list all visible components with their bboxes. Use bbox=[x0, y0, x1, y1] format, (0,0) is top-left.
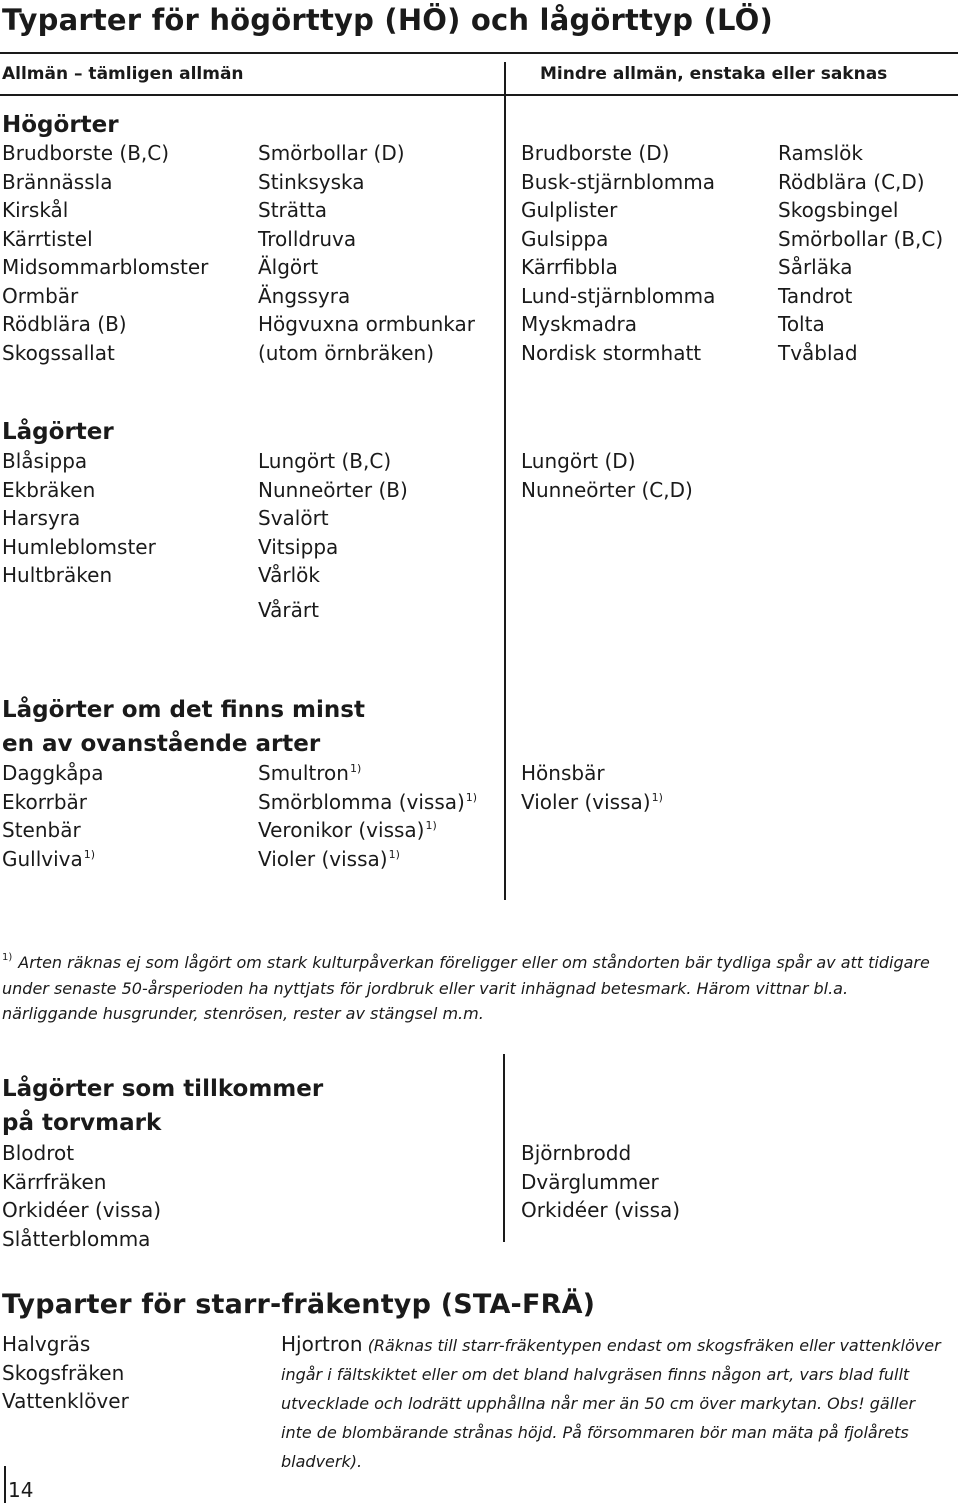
footnote-ref: 1) bbox=[651, 790, 663, 804]
page-number: 14 bbox=[8, 1478, 34, 1502]
section-heading-line1: Lågörter om det finns minst bbox=[2, 697, 365, 723]
list-item-footnoted bbox=[521, 788, 663, 817]
item-text: Gullviva bbox=[2, 846, 83, 871]
list-item: Älgört bbox=[258, 255, 319, 279]
section-heading-hogorter: Högörter bbox=[2, 112, 119, 138]
list-item: Rödblära (C,D) bbox=[778, 169, 925, 194]
list-item-footnoted bbox=[258, 759, 477, 788]
lagorter-common-col1 bbox=[2, 447, 156, 590]
hogorter-common-col2 bbox=[258, 139, 475, 367]
column-header-common: Allmän – tämligen allmän bbox=[2, 64, 244, 84]
list-item: Skogsfräken bbox=[2, 1360, 125, 1385]
hogorter-rare-col2 bbox=[778, 139, 943, 367]
list-item: Trolldruva bbox=[258, 226, 357, 251]
starr-note-text: (Räknas till starr-fräkentypen endast om skogsfräken eller vattenklöver ingår i fältskiktet eller om det bland halvgräsen finns någon art, vars blad fullt utvecklade och lodrätt upphållna når mer än 50 cm över markytan. Obs! gäller inte de blombärande strånas höjd. På försommaren bör man mäta på fjolårets bladverk). bbox=[281, 1336, 941, 1471]
footnote-text: Arten räknas ej som lågört om stark kulturpåverkan föreligger eller om ståndorten bär tydliga spår av att tidigare under senaste 50-årsperioden ha nyttjats för jordbruk eller varit inhägnad betesmark. Härom vittnar bl.a. närliggande husgrunder, stenrösen, rester av stängsel m.m. bbox=[2, 953, 930, 1023]
lagorter-common-col2 bbox=[258, 447, 408, 624]
footnote-marker: 1) bbox=[2, 952, 13, 963]
list-item: Lund-stjärnblomma bbox=[521, 283, 716, 308]
starr-note bbox=[281, 1330, 946, 1476]
header-rule bbox=[0, 94, 958, 96]
list-item: Hultbräken bbox=[2, 563, 113, 587]
list-item: Sårläka bbox=[778, 255, 853, 279]
list-item: Ekbräken bbox=[2, 477, 96, 502]
section-title-starr: Typarter för starr-fräkentyp (STA-FRÄ) bbox=[2, 1289, 596, 1320]
list-item: Gulplister bbox=[521, 198, 618, 222]
list-item: Kärrfräken bbox=[2, 1169, 107, 1194]
list-item: Nunneörter (B) bbox=[258, 477, 408, 502]
list-item: Tandrot bbox=[778, 283, 853, 308]
list-item: Humleblomster bbox=[2, 534, 156, 559]
list-item: Kirskål bbox=[2, 198, 69, 222]
footnote-ref: 1) bbox=[465, 790, 478, 804]
footnote-ref: 1) bbox=[425, 819, 437, 832]
list-item-footnoted bbox=[258, 788, 477, 817]
list-item: Orkidéer (vissa) bbox=[2, 1198, 162, 1222]
section-heading-lagorter-minst bbox=[2, 693, 365, 761]
torvmark-divider bbox=[503, 1054, 505, 1242]
list-item: Stinksyska bbox=[258, 169, 365, 194]
list-item: Lungört (D) bbox=[521, 449, 636, 473]
list-item: Vitsippa bbox=[258, 534, 339, 559]
lagorter-minst-col3 bbox=[521, 759, 663, 816]
list-item: Brudborste (D) bbox=[521, 141, 670, 165]
footnote-ref: 1) bbox=[83, 847, 96, 861]
section-heading-line2: en av ovanstående arter bbox=[2, 731, 321, 757]
list-item: Rödblära (B) bbox=[2, 312, 127, 336]
list-item-footnoted bbox=[258, 816, 477, 845]
item-text: Violer (vissa) bbox=[521, 789, 651, 814]
list-item: Strätta bbox=[258, 198, 327, 222]
list-item: Halvgräs bbox=[2, 1332, 91, 1356]
starr-col1 bbox=[2, 1330, 129, 1416]
list-item: Vattenklöver bbox=[2, 1389, 129, 1413]
list-item-footnoted bbox=[258, 845, 477, 874]
list-item: Stenbär bbox=[2, 818, 81, 842]
list-item: Dvärglummer bbox=[521, 1169, 659, 1194]
list-item: Busk-stjärnblomma bbox=[521, 169, 715, 194]
list-item: Orkidéer (vissa) bbox=[521, 1198, 681, 1222]
lagorter-rare-col1 bbox=[521, 447, 693, 504]
list-item: Brännässla bbox=[2, 169, 113, 194]
list-item: Ängssyra bbox=[258, 283, 351, 308]
list-item: Ormbär bbox=[2, 283, 79, 308]
list-item-footnoted bbox=[2, 845, 103, 874]
list-item: Svalört bbox=[258, 506, 329, 530]
list-item: Lungört (B,C) bbox=[258, 449, 392, 473]
page-title: Typarter för högörttyp (HÖ) och lågörttyp (LÖ) bbox=[2, 3, 773, 37]
list-item: Skogssallat bbox=[2, 340, 115, 365]
page-number-rule bbox=[4, 1466, 6, 1503]
list-item: Skogsbingel bbox=[778, 198, 899, 222]
list-item: Harsyra bbox=[2, 506, 81, 530]
list-item: Smörbollar (B,C) bbox=[778, 226, 944, 251]
list-item: Björnbrodd bbox=[521, 1141, 632, 1165]
list-item: Kärrfibbla bbox=[521, 255, 618, 279]
footnote-ref: 1) bbox=[349, 762, 362, 775]
list-item: Ramslök bbox=[778, 141, 863, 165]
list-item: Hönsbär bbox=[521, 761, 605, 785]
lagorter-minst-col1 bbox=[2, 759, 103, 873]
hogorter-common-col1 bbox=[2, 139, 208, 367]
list-item: (utom örnbräken) bbox=[258, 340, 435, 365]
starr-lead-item: Hjortron bbox=[281, 1332, 363, 1356]
list-item: Blåsippa bbox=[2, 449, 88, 473]
title-rule bbox=[0, 52, 958, 54]
list-item: Blodrot bbox=[2, 1141, 75, 1165]
footnote bbox=[2, 950, 947, 1027]
list-item: Daggkåpa bbox=[2, 761, 104, 785]
column-divider bbox=[504, 62, 506, 900]
list-item: Gulsippa bbox=[521, 226, 609, 251]
list-item: Nunneörter (C,D) bbox=[521, 477, 693, 502]
list-item: Kärrtistel bbox=[2, 226, 93, 251]
list-item: Ekorrbär bbox=[2, 789, 88, 814]
section-heading-torvmark bbox=[2, 1072, 323, 1140]
footnote-ref: 1) bbox=[388, 847, 400, 861]
list-item: Högvuxna ormbunkar bbox=[258, 312, 475, 336]
list-item: Myskmadra bbox=[521, 312, 638, 336]
torvmark-col2 bbox=[521, 1139, 680, 1225]
section-heading-lagorter: Lågörter bbox=[2, 419, 114, 445]
torvmark-col1 bbox=[2, 1139, 161, 1253]
list-item: Vårlök bbox=[258, 563, 320, 587]
item-text: Veronikor (vissa) bbox=[258, 818, 425, 842]
list-item: Brudborste (B,C) bbox=[2, 141, 170, 165]
list-item: Nordisk stormhatt bbox=[521, 340, 702, 365]
item-text: Smörblomma (vissa) bbox=[258, 789, 465, 814]
column-header-rare: Mindre allmän, enstaka eller saknas bbox=[540, 64, 888, 84]
list-item: Tolta bbox=[778, 312, 825, 336]
list-item: Smörbollar (D) bbox=[258, 141, 405, 165]
list-item: Tvåblad bbox=[778, 340, 858, 365]
item-text: Violer (vissa) bbox=[258, 846, 388, 871]
lagorter-minst-col2 bbox=[258, 759, 477, 873]
section-heading-line1: Lågörter som tillkommer bbox=[2, 1076, 324, 1102]
list-item: Vårärt bbox=[258, 597, 319, 622]
item-text: Smultron bbox=[258, 761, 349, 785]
list-item: Slåtterblomma bbox=[2, 1226, 151, 1251]
list-item: Midsommarblomster bbox=[2, 255, 209, 279]
hogorter-rare-col1 bbox=[521, 139, 715, 367]
section-heading-line2: på torvmark bbox=[2, 1110, 162, 1136]
